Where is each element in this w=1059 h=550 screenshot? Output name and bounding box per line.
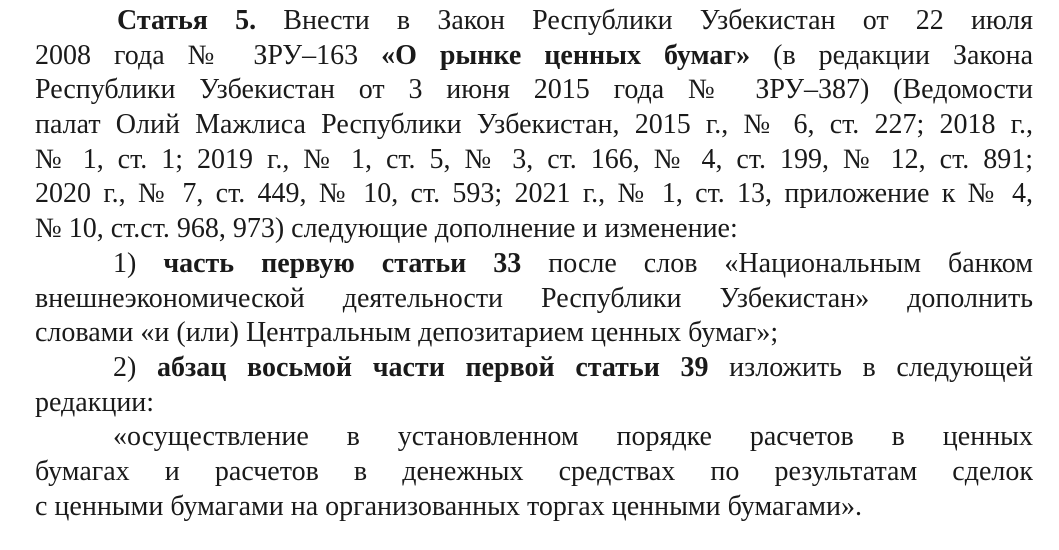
text-span: после слов «Национальным банком [521,247,1033,279]
text-line [35,4,1033,39]
text-line [35,143,1033,178]
text-line [35,247,1033,282]
text-span: с ценными бумагами на организованных торгах ценными бумагами». [35,490,863,522]
text-line [35,420,1033,455]
text-span: № 10, ст.ст. 968, 973) следующие дополнение и изменение: [35,213,738,245]
text-span: № 1, ст. 1; 2019 г., № 1, ст. 5, № 3, ст. 166, № 4, ст. 199, № 12, ст. 891; [35,143,1033,175]
text-line [35,73,1033,108]
text-span: внешнеэкономической деятельности Республики Узбекистан» дополнить [35,282,1033,314]
law-title: «О рынке ценных бумаг» [381,39,751,71]
text-span: (в редакции Закона [750,39,1033,71]
text-line [35,282,1033,317]
text-line [35,177,1033,212]
amendment-ref: абзац восьмой части первой статьи 39 [157,351,709,383]
amendment-ref: часть первую статьи 33 [163,247,522,279]
text-line [35,39,1033,74]
text-span: «осуществление в установленном порядке расчетов в ценных [113,421,1033,453]
text-span: бумагах и расчетов в денежных средствах по результатам сделок [35,455,1033,487]
text-span: Внести в Закон Республики Узбекистан от 22 июля [256,5,1033,36]
text-line [35,108,1033,143]
text-line [35,455,1033,490]
article-heading: Статья 5. [117,5,257,36]
text-span: редакции: [35,386,155,418]
text-line [35,316,1033,351]
text-line [35,351,1033,386]
text-span: 1) [113,247,164,279]
text-span: 2008 года № ЗРУ–163 [35,39,382,71]
text-span: изложить в следующей [708,351,1033,383]
text-line [35,212,1033,247]
text-span: 2020 г., № 7, ст. 449, № 10, ст. 593; 2021 г., № 1, ст. 13, приложение к № 4, [35,178,1033,210]
text-line [35,490,1033,525]
text-line [35,386,1033,421]
text-span: 2) [113,351,157,383]
text-span: словами «и (или) Центральным депозитарием ценных бумаг»; [35,317,779,349]
text-span: Республики Узбекистан от 3 июня 2015 года № ЗРУ–387) (Ведомости [35,74,1033,106]
text-span: палат Олий Мажлиса Республики Узбекистан, 2015 г., № 6, ст. 227; 2018 г., [35,109,1033,141]
